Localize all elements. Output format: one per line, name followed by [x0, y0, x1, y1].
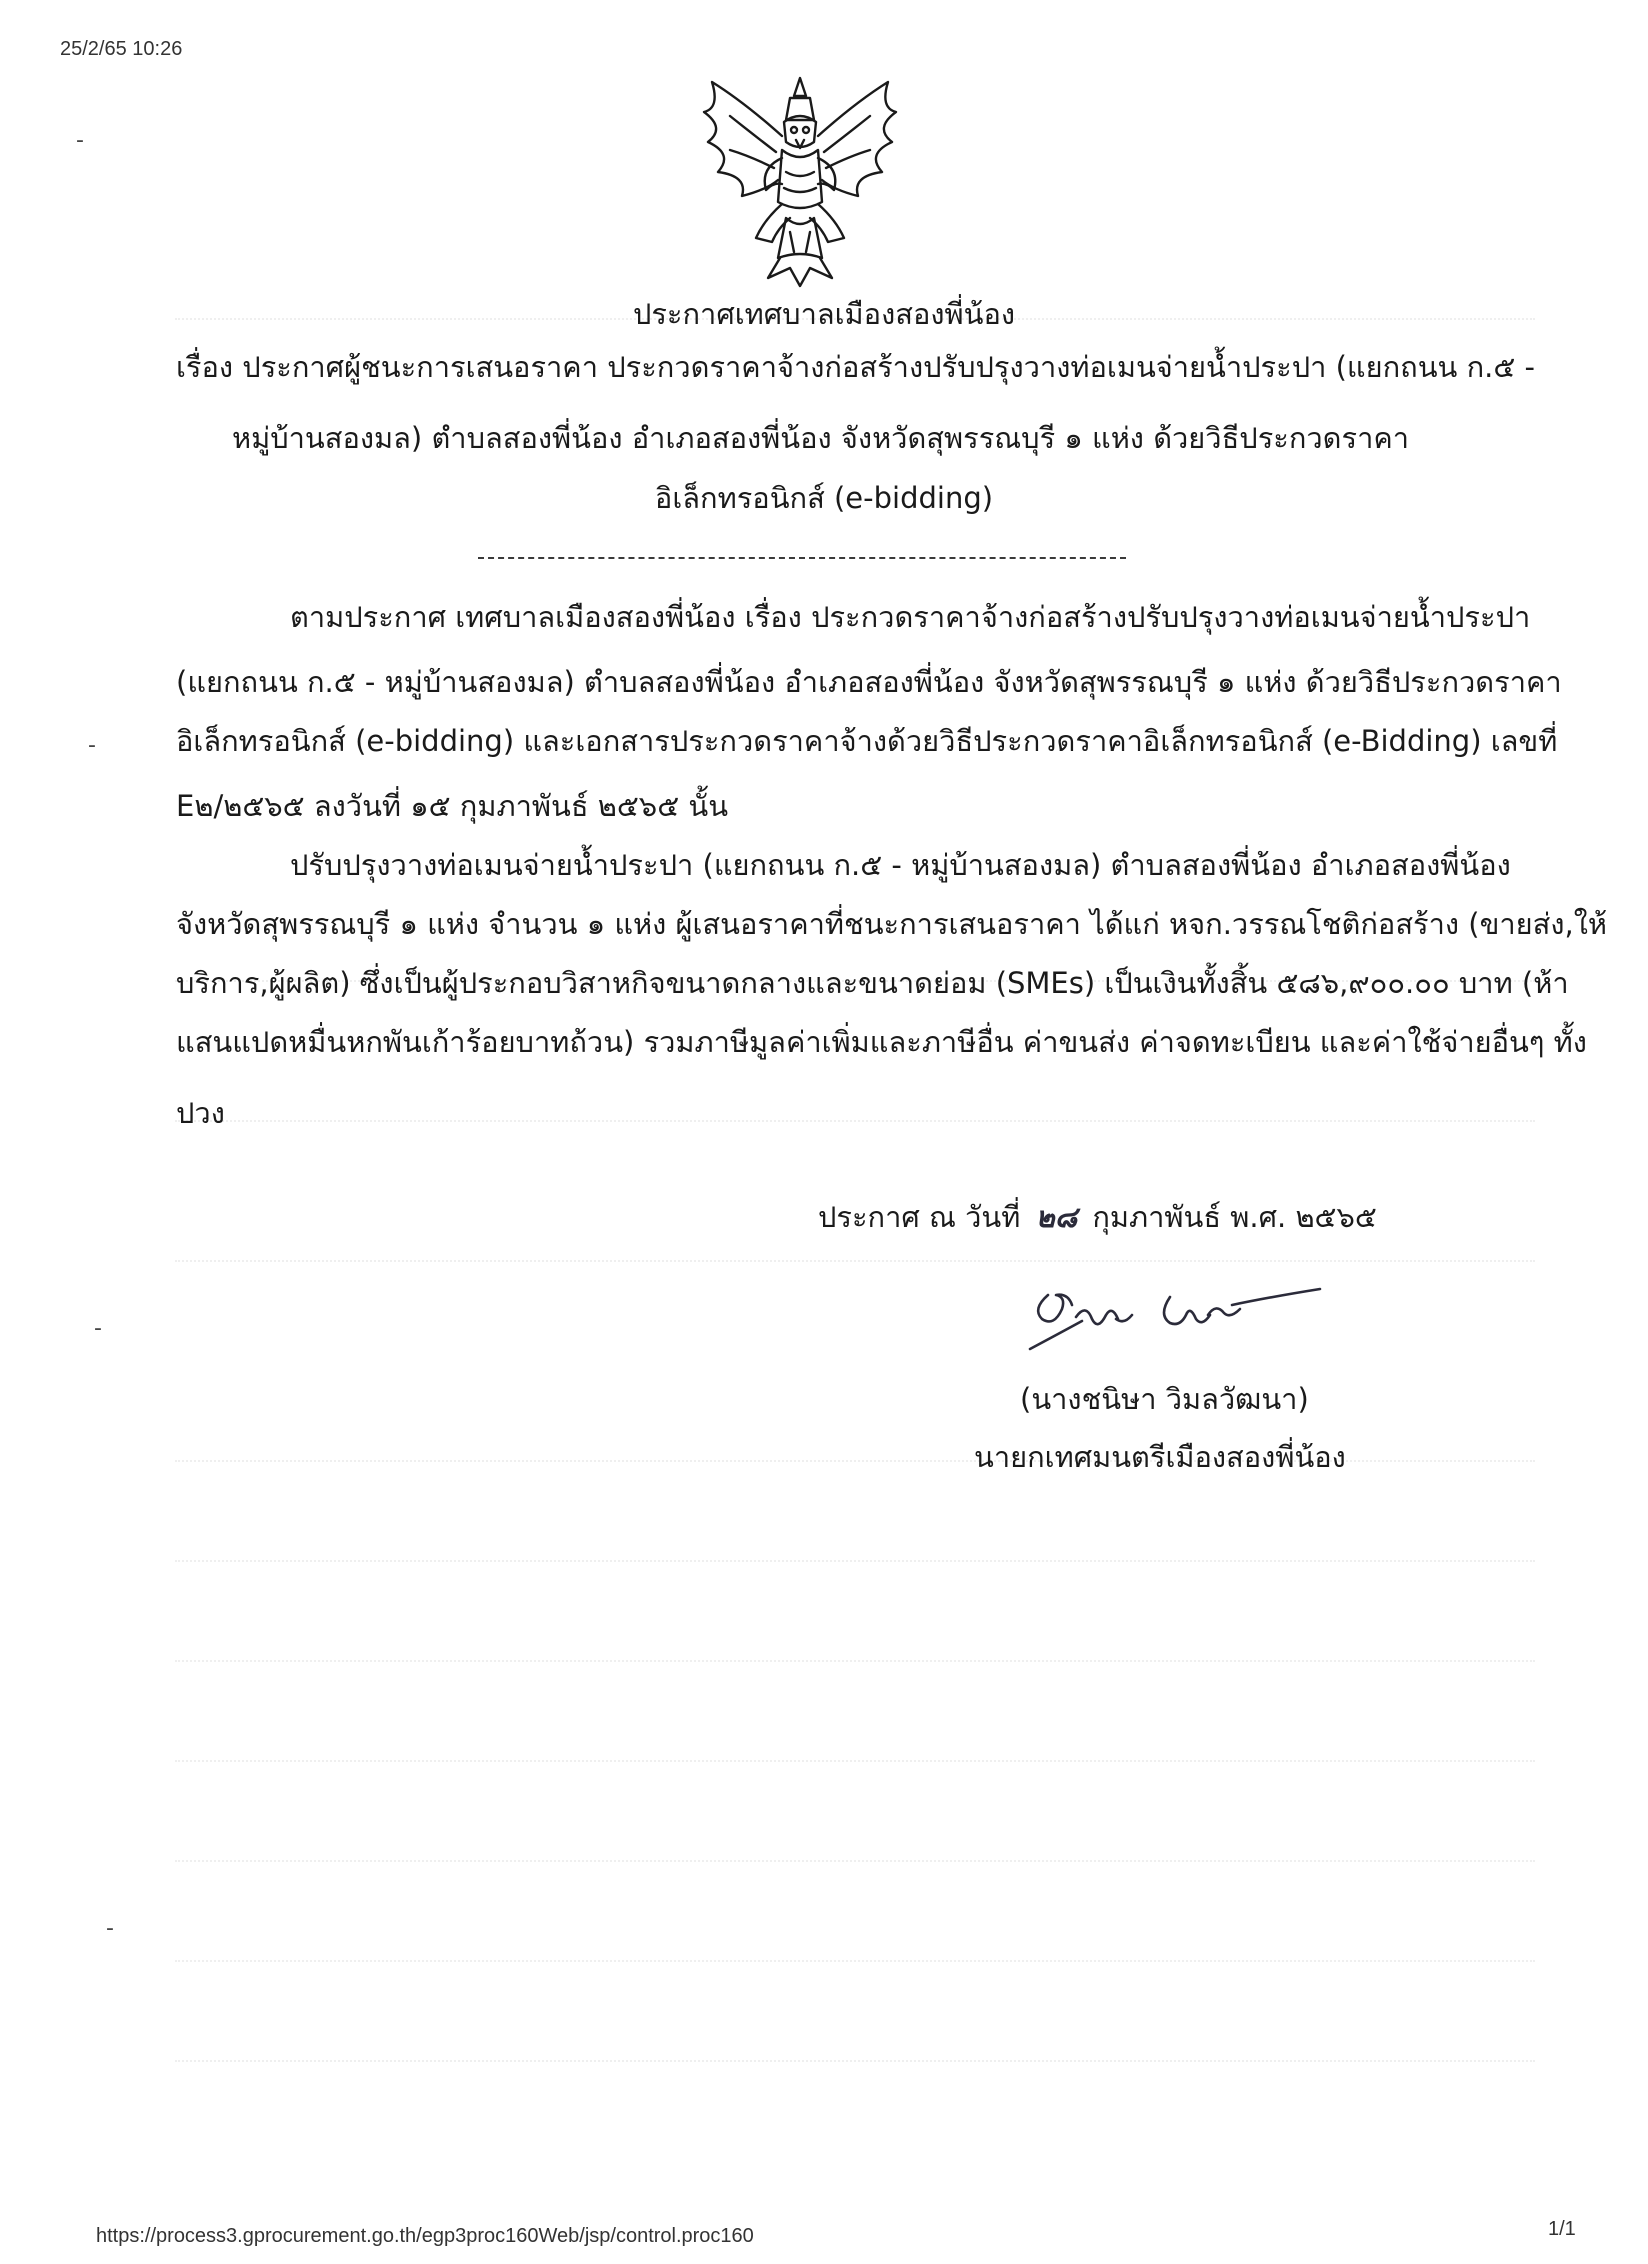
announcement-issuer: ประกาศเทศบาลเมืองสองพี่น้อง — [632, 297, 1016, 331]
margin-mark: - — [94, 1316, 102, 1341]
paragraph2-line: ปวง — [176, 1096, 225, 1130]
separator-rule — [478, 557, 1126, 559]
margin-mark: - — [88, 733, 96, 758]
signatory-title: นายกเทศมนตรีเมืองสองพี่น้อง — [974, 1440, 1346, 1474]
paragraph2-line: แสนแปดหมื่นหกพันเก้าร้อยบาทถ้วน) รวมภาษีมูลค่าเพิ่มและภาษีอื่น ค่าขนส่ง ค่าจดทะเบียน และค่าใช้จ่ายอื่นๆ ทั้ง — [176, 1025, 1587, 1059]
handwritten-signature-icon — [1020, 1275, 1340, 1365]
paragraph1-line: E๒/๒๕๖๕ ลงวันที่ ๑๕ กุมภาพันธ์ ๒๕๖๕ นั้น — [176, 789, 729, 823]
paragraph1-line: (แยกถนน ก.๕ - หมู่บ้านสองมล) ตำบลสองพี่น้อง อำเภอสองพี่น้อง จังหวัดสุพรรณบุรี ๑ แห่ง ด้วยวิธีประกวดราคา — [176, 665, 1562, 699]
paragraph2-line: ปรับปรุงวางท่อเมนจ่ายน้ำประปา (แยกถนน ก.๕ - หมู่บ้านสองมล) ตำบลสองพี่น้อง อำเภอสองพี่น้อง — [290, 848, 1511, 882]
date-prefix: ประกาศ ณ วันที่ — [818, 1200, 1021, 1234]
date-day: ๒๘ — [1035, 1200, 1078, 1234]
margin-mark: - — [76, 128, 84, 153]
margin-mark: - — [106, 1916, 114, 1941]
print-url: https://process3.gprocurement.go.th/egp3proc160Web/jsp/control.proc160 — [96, 2225, 754, 2247]
print-timestamp: 25/2/65 10:26 — [60, 38, 183, 60]
subject-line: เรื่อง ประกาศผู้ชนะการเสนอราคา ประกวดราคาจ้างก่อสร้างปรับปรุงวางท่อเมนจ่ายน้ำประปา (แยกถนน ก.๕ - — [176, 350, 1536, 384]
paragraph1-line: อิเล็กทรอนิกส์ (e-bidding) และเอกสารประกวดราคาจ้างด้วยวิธีประกวดราคาอิเล็กทรอนิกส์ (e-Bidding) เลขที่ — [176, 724, 1558, 758]
paragraph2-line: บริการ,ผู้ผลิต) ซึ่งเป็นผู้ประกอบวิสาหกิจขนาดกลางและขนาดย่อม (SMEs) เป็นเงินทั้งสิ้น ๕๘๖,๙๐๐.๐๐ บาท (ห้า — [176, 966, 1569, 1000]
signatory-name: (นางชนิษา วิมลวัฒนา) — [1020, 1382, 1309, 1416]
date-suffix: กุมภาพันธ์ พ.ศ. ๒๕๖๕ — [1092, 1200, 1377, 1234]
paragraph2-line: จังหวัดสุพรรณบุรี ๑ แห่ง จำนวน ๑ แห่ง ผู้เสนอราคาที่ชนะการเสนอราคา ได้แก่ หจก.วรรณโชติก่อสร้าง (ขายส่ง,ให้ — [176, 907, 1608, 941]
print-page-count: 1/1 — [1548, 2218, 1576, 2240]
paragraph1-line: ตามประกาศ เทศบาลเมืองสองพี่น้อง เรื่อง ประกวดราคาจ้างก่อสร้างปรับปรุงวางท่อเมนจ่ายน้ำประปา — [290, 600, 1531, 634]
subject-line: อิเล็กทรอนิกส์ (e-bidding) — [654, 481, 994, 515]
garuda-emblem-icon — [690, 72, 910, 292]
subject-line: หมู่บ้านสองมล) ตำบลสองพี่น้อง อำเภอสองพี่น้อง จังหวัดสุพรรณบุรี ๑ แห่ง ด้วยวิธีประกวดราคา — [232, 421, 1410, 455]
announcement-date — [818, 1200, 1377, 1234]
